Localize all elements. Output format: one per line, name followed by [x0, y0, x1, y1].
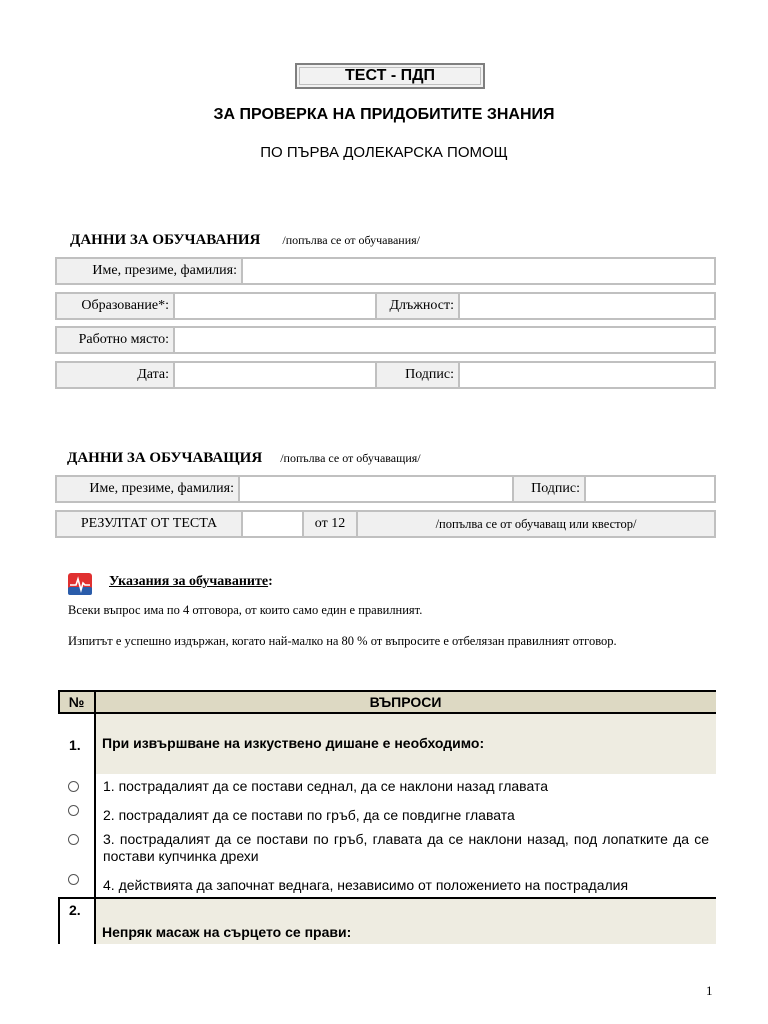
- instructions-title: Указания за обучаваните:: [109, 574, 273, 589]
- page-subtitle: ЗА ПРОВЕРКА НА ПРИДОБИТИТЕ ЗНАНИЯ: [213, 106, 555, 123]
- trainee-position-field[interactable]: [460, 294, 714, 318]
- test-result-row: [55, 510, 716, 538]
- question-2-number: 2.: [69, 902, 81, 918]
- test-result-note: /попълва се от обучаващ или квестор/: [358, 512, 714, 536]
- question-1-text: При извършване на изкуствено дишане е необходимо:: [102, 735, 485, 751]
- trainee-education-field[interactable]: [175, 294, 377, 318]
- trainer-section-header: [67, 450, 421, 467]
- test-title: ТЕСТ - ПДП: [345, 67, 435, 84]
- question-1-option-2-radio[interactable]: [68, 805, 79, 816]
- question-1-option-3[interactable]: [103, 831, 709, 865]
- trainee-name-label: Име, презиме, фамилия:: [57, 259, 243, 283]
- trainee-position-label: Длъжност:: [377, 294, 460, 318]
- trainee-workplace-field[interactable]: [175, 328, 714, 352]
- trainee-education-row: [55, 292, 716, 320]
- trainer-signature-field[interactable]: [586, 477, 714, 501]
- trainee-workplace-label: Работно място:: [57, 328, 175, 352]
- trainer-name-label: Име, презиме, фамилия:: [57, 477, 240, 501]
- table-border-left: [58, 690, 60, 714]
- instructions-line-2: Изпитът е успешно издържан, когато най-малко на 80 % от въпросите е отбелязан правилният отговор.: [68, 634, 617, 648]
- question-1-option-2[interactable]: 2. пострадалият да се постави по гръб, да се повдигне главата: [103, 807, 515, 823]
- trainee-date-field[interactable]: [175, 363, 377, 387]
- questions-col-number-header: №: [58, 690, 95, 714]
- trainer-name-row: [55, 475, 716, 503]
- question-2-left-border: [58, 897, 60, 944]
- trainee-workplace-row: [55, 326, 716, 354]
- trainee-section-header: [70, 232, 420, 249]
- trainee-date-label: Дата:: [57, 363, 175, 387]
- trainee-name-row: [55, 257, 716, 285]
- trainee-section-note: /попълва се от обучавания/: [282, 233, 421, 247]
- question-1-option-1[interactable]: 1. пострадалият да се постави седнал, да се наклони назад главата: [103, 778, 548, 794]
- trainee-signature-label: Подпис:: [377, 363, 460, 387]
- page-subtitle-secondary: ПО ПЪРВА ДОЛЕКАРСКА ПОМОЩ: [260, 144, 508, 161]
- heartbeat-icon: [68, 573, 92, 595]
- question-1-number: 1.: [69, 737, 81, 753]
- question-1-option-3-radio[interactable]: [68, 834, 79, 845]
- test-result-label: РЕЗУЛТАТ ОТ ТЕСТА: [57, 512, 243, 536]
- questions-col-header: ВЪПРОСИ: [95, 690, 716, 714]
- test-result-out-of: от 12: [304, 512, 358, 536]
- question-1-option-4[interactable]: 4. действията да започнат веднага, независимо от положението на пострадалия: [103, 877, 629, 893]
- trainer-section-title: ДАННИ ЗА ОБУЧАВАЩИЯ: [67, 450, 263, 466]
- question-1-option-1-radio[interactable]: [68, 781, 79, 792]
- trainee-signature-field[interactable]: [460, 363, 714, 387]
- trainee-section-title: ДАННИ ЗА ОБУЧАВАНИЯ: [70, 232, 261, 248]
- trainee-date-row: [55, 361, 716, 389]
- trainee-name-field[interactable]: [243, 259, 714, 283]
- test-title-box: [295, 63, 485, 89]
- trainer-signature-label: Подпис:: [514, 477, 586, 501]
- test-result-field[interactable]: [243, 512, 304, 536]
- trainer-name-field[interactable]: [240, 477, 514, 501]
- trainee-education-label: Образование*:: [57, 294, 175, 318]
- page-number: 1: [706, 983, 713, 998]
- instructions-line-1: Всеки въпрос има по 4 отговора, от които само един е правилният.: [68, 603, 423, 617]
- question-1-option-4-radio[interactable]: [68, 874, 79, 885]
- question-2-text: Непряк масаж на сърцето се прави:: [102, 924, 352, 940]
- trainer-section-note: /попълва се от обучаващия/: [280, 451, 421, 465]
- question-1-option-3-text: 3. пострадалият да се постави по гръб, главата да се наклони назад, под лопатките да се постави купчинка дрехи: [103, 831, 709, 864]
